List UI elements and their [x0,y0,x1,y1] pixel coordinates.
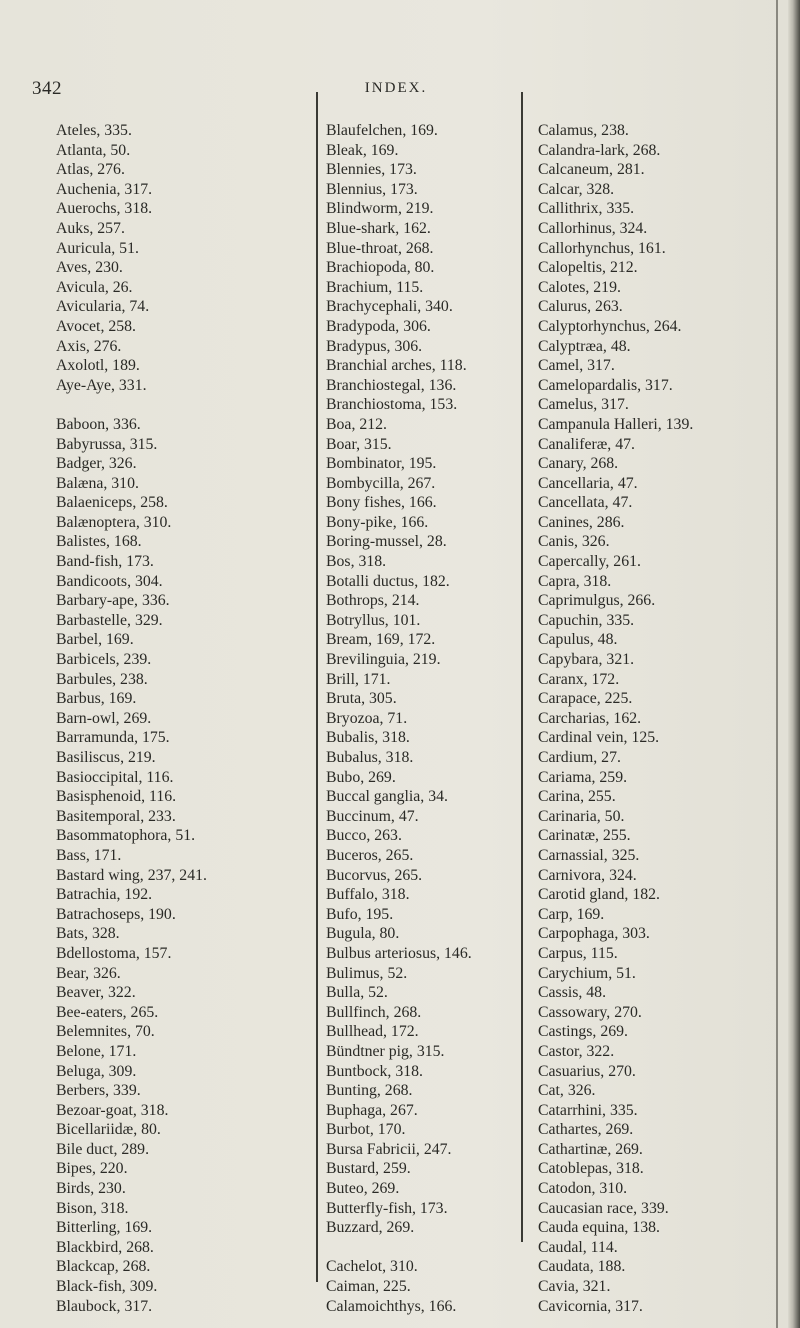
page-edge-line [776,0,778,1328]
index-entry: Barbicels, 239. [56,651,152,669]
index-entry: Barbules, 238. [56,670,148,688]
index-entry: Castings, 269. [538,1023,628,1041]
index-entry: Calopeltis, 212. [538,259,638,277]
index-entry: Bubalis, 318. [326,729,410,747]
index-entry: Carp, 169. [538,905,605,923]
index-entry: Bryozoa, 71. [326,709,408,727]
index-entry: Buntbock, 318. [326,1062,423,1080]
index-entry: Calamus, 238. [538,122,629,139]
index-entry: Basiliscus, 219. [56,749,156,766]
index-entry: Bombinator, 195. [326,455,437,473]
index-entry: Birds, 230. [56,1180,126,1198]
index-entry: Catodon, 310. [538,1180,628,1198]
index-entry: Bos, 318. [326,553,387,571]
index-entry: Caudata, 188. [538,1258,626,1276]
index-entry: Caranx, 172. [538,670,620,688]
index-entry: Carina, 255. [538,788,616,806]
index-entry: Blaufelchen, 169. [326,122,438,139]
index-entry: Bleak, 169. [326,141,399,159]
index-entry: Balæna, 310. [56,474,139,492]
index-entry: Blue-shark, 162. [326,219,431,237]
index-entry: Aye-Aye, 331. [56,376,147,394]
index-entry: Calandra-lark, 268. [538,141,661,159]
index-entry: Botryllus, 101. [326,611,421,629]
section-gap [56,395,306,415]
index-entry: Bony fishes, 166. [326,494,437,512]
index-entry: Basioccipital, 116. [56,768,174,786]
index-entry: Bastard wing, 237, 241. [56,866,207,884]
index-entry: Cancellaria, 47. [538,474,638,492]
running-head: INDEX. [364,80,428,96]
index-entry: Callithrix, 335. [538,200,635,218]
index-entry: Caiman, 225. [326,1278,411,1296]
index-entry: Campanula Halleri, 139. [538,415,694,433]
index-entry: Balistes, 168. [56,533,142,551]
index-entry: Callorhinus, 324. [538,219,648,237]
index-entry: Beluga, 309. [56,1062,137,1080]
index-entry: Basisphenoid, 116. [56,788,177,806]
page-number: 342 [32,78,62,99]
index-entry: Bear, 326. [56,964,121,982]
index-entry: Axis, 276. [56,337,122,355]
index-entry: Botalli ductus, 182. [326,572,450,590]
index-entry: Blindworm, 219. [326,200,434,218]
index-entry: Bats, 328. [56,925,120,943]
index-entry: Carotid gland, 182. [538,886,660,904]
index-entry: Bison, 318. [56,1199,129,1217]
index-entry: Bubalus, 318. [326,749,414,766]
index-entry: Bombycilla, 267. [326,474,436,492]
index-entry: Calyptorhynchus, 264. [538,317,682,335]
index-entry: Bee-eaters, 265. [56,1003,159,1021]
index-entry: Carapace, 225. [538,690,633,708]
index-entry: Auks, 257. [56,219,125,237]
index-entry: Carinatæ, 255. [538,827,631,845]
index-entry: Bufo, 195. [326,905,394,923]
index-entry: Brevilinguia, 219. [326,651,441,669]
index-entry: Caudal, 114. [538,1238,618,1256]
index-entry: Cancellata, 47. [538,494,633,512]
index-entry: Camelus, 317. [538,396,629,414]
index-entry: Bulla, 52. [326,984,388,1002]
index-entry: Auerochs, 318. [56,200,153,218]
index-entry: Beaver, 322. [56,984,136,1002]
index-entry: Carpus, 115. [538,944,618,962]
index-entry: Brill, 171. [326,670,391,688]
index-entry: Buccal ganglia, 34. [326,788,448,806]
index-column-3 [538,121,788,1316]
index-entry: Canary, 268. [538,455,619,473]
index-entry: Blackbird, 268. [56,1238,154,1256]
index-entry: Capercally, 261. [538,553,641,571]
index-entry: Bitterling, 169. [56,1219,153,1237]
index-entry: Calamoichthys, 166. [326,1297,457,1315]
page-edge [788,0,800,1328]
index-entry: Carnivora, 324. [538,866,637,884]
index-entry: Aves, 230. [56,259,123,277]
index-entry: Capulus, 48. [538,631,618,649]
index-entry: Brachycephali, 340. [326,298,453,316]
index-entry: Capra, 318. [538,572,612,590]
index-entry: Buceros, 265. [326,846,414,864]
index-entry: Bullhead, 172. [326,1023,419,1041]
index-entry: Carnassial, 325. [538,846,640,864]
index-entry: Carcharias, 162. [538,709,642,727]
index-entry: Cathartes, 269. [538,1121,634,1139]
index-entry: Bdellostoma, 157. [56,944,172,962]
index-entry: Cavicornia, 317. [538,1297,643,1315]
index-entry: Calyptræa, 48. [538,337,631,355]
index-entry: Bubo, 269. [326,768,396,786]
index-entry: Barbel, 169. [56,631,134,649]
index-entry: Blackcap, 268. [56,1258,151,1276]
index-entry: Bugula, 80. [326,925,400,943]
index-entry: Boring-mussel, 28. [326,533,447,551]
index-entry: Cardium, 27. [538,749,621,766]
index-entry: Bursa Fabricii, 247. [326,1140,452,1158]
index-entry: Carinaria, 50. [538,807,625,825]
index-column-1 [56,121,306,1316]
index-entry: Belone, 171. [56,1042,137,1060]
index-entry: Brachium, 115. [326,278,424,296]
index-entry: Bullfinch, 268. [326,1003,422,1021]
index-entry: Bunting, 268. [326,1082,413,1100]
index-entry: Bucorvus, 265. [326,866,423,884]
index-entry: Basitemporal, 233. [56,807,176,825]
index-entry: Batrachoseps, 190. [56,905,176,923]
index-entry: Avicularia, 74. [56,298,150,316]
section-gap [326,1238,556,1258]
index-entry: Buteo, 269. [326,1180,400,1198]
index-entry: Calcar, 328. [538,180,615,198]
index-entry: Calcaneum, 281. [538,161,645,179]
index-entry: Bustard, 259. [326,1160,411,1178]
index-entry: Camelopardalis, 317. [538,376,673,394]
index-entry: Branchiostoma, 153. [326,396,458,414]
index-entry: Cathartinæ, 269. [538,1140,643,1158]
index-entry: Canaliferæ, 47. [538,435,635,453]
index-entry: Calotes, 219. [538,278,621,296]
index-entry: Cassis, 48. [538,984,607,1002]
index-entry: Barbus, 169. [56,690,137,708]
index-column-2 [326,121,556,1316]
index-entry: Calurus, 263. [538,298,623,316]
index-entry: Buccinum, 47. [326,807,419,825]
index-entry: Capuchin, 335. [538,611,635,629]
index-entry: Bream, 169, 172. [326,631,436,649]
index-entry: Atlanta, 50. [56,141,131,159]
index-entry: Casuarius, 270. [538,1062,636,1080]
column-rule [316,92,318,1282]
index-entry: Batrachia, 192. [56,886,153,904]
index-entry: Bipes, 220. [56,1160,128,1178]
index-entry: Belemnites, 70. [56,1023,155,1041]
index-entry: Cachelot, 310. [326,1258,418,1276]
index-entry: Branchial arches, 118. [326,357,467,375]
index-entry: Bothrops, 214. [326,592,420,610]
index-entry: Badger, 326. [56,455,137,473]
index-entry: Blennies, 173. [326,161,417,179]
index-entry: Catarrhini, 335. [538,1101,638,1119]
index-entry: Bucco, 263. [326,827,402,845]
index-entry: Buffalo, 318. [326,886,410,904]
index-entry: Cardinal vein, 125. [538,729,660,747]
index-entry: Boar, 315. [326,435,392,453]
index-entry: Blue-throat, 268. [326,239,434,257]
index-entry: Baboon, 336. [56,415,141,433]
index-entry: Barbary-ape, 336. [56,592,170,610]
index-entry: Capybara, 321. [538,651,635,669]
index-entry: Caprimulgus, 266. [538,592,656,610]
index-entry: Bony-pike, 166. [326,513,429,531]
index-entry: Bicellariidæ, 80. [56,1121,161,1139]
page-header [32,78,760,102]
index-entry: Cassowary, 270. [538,1003,642,1021]
index-entry: Barbastelle, 329. [56,611,163,629]
index-entry: Avicula, 26. [56,278,133,296]
index-entry: Bezoar-goat, 318. [56,1101,169,1119]
index-entry: Bruta, 305. [326,690,397,708]
index-entry: Bradypus, 306. [326,337,423,355]
index-entry: Bandicoots, 304. [56,572,163,590]
index-entry: Bulimus, 52. [326,964,408,982]
index-entry: Buphaga, 267. [326,1101,418,1119]
index-entry: Balænoptera, 310. [56,513,172,531]
index-entry: Axolotl, 189. [56,357,140,375]
index-entry: Carychium, 51. [538,964,636,982]
index-entry: Burbot, 170. [326,1121,406,1139]
index-entry: Bradypoda, 306. [326,317,431,335]
index-entry: Butterfly-fish, 173. [326,1199,448,1217]
index-entry: Cavia, 321. [538,1278,611,1296]
index-entry: Auchenia, 317. [56,180,153,198]
index-entry: Band-fish, 173. [56,553,154,571]
index-entry: Ateles, 335. [56,122,132,139]
index-entry: Castor, 322. [538,1042,615,1060]
index-entry: Basommatophora, 51. [56,827,196,845]
index-entry: Canis, 326. [538,533,610,551]
index-entry: Canines, 286. [538,513,625,531]
index-entry: Cauda equina, 138. [538,1219,660,1237]
index-entry: Cat, 326. [538,1082,596,1100]
index-entry: Avocet, 258. [56,317,136,335]
index-entry: Bile duct, 289. [56,1140,150,1158]
index-entry: Blennius, 173. [326,180,418,198]
index-entry: Bulbus arteriosus, 146. [326,944,472,962]
index-entry: Brachiopoda, 80. [326,259,435,277]
index-entry: Babyrussa, 315. [56,435,158,453]
index-entry: Balaeniceps, 258. [56,494,168,512]
index-entry: Catoblepas, 318. [538,1160,644,1178]
index-entry: Branchiostegal, 136. [326,376,457,394]
index-entry: Callorhynchus, 161. [538,239,666,257]
index-entry: Carpophaga, 303. [538,925,650,943]
index-entry: Boa, 212. [326,415,387,433]
index-entry: Cariama, 259. [538,768,628,786]
index-entry: Camel, 317. [538,357,615,375]
index-entry: Atlas, 276. [56,161,125,179]
index-entry: Buzzard, 269. [326,1219,415,1237]
index-entry: Barramunda, 175. [56,729,170,747]
index-entry: Black-fish, 309. [56,1278,158,1296]
index-entry: Bass, 171. [56,846,122,864]
index-entry: Blaubock, 317. [56,1297,153,1315]
index-entry: Auricula, 51. [56,239,139,257]
index-entry: Berbers, 339. [56,1082,141,1100]
index-entry: Bündtner pig, 315. [326,1042,445,1060]
index-entry: Caucasian race, 339. [538,1199,669,1217]
index-entry: Barn-owl, 269. [56,709,152,727]
